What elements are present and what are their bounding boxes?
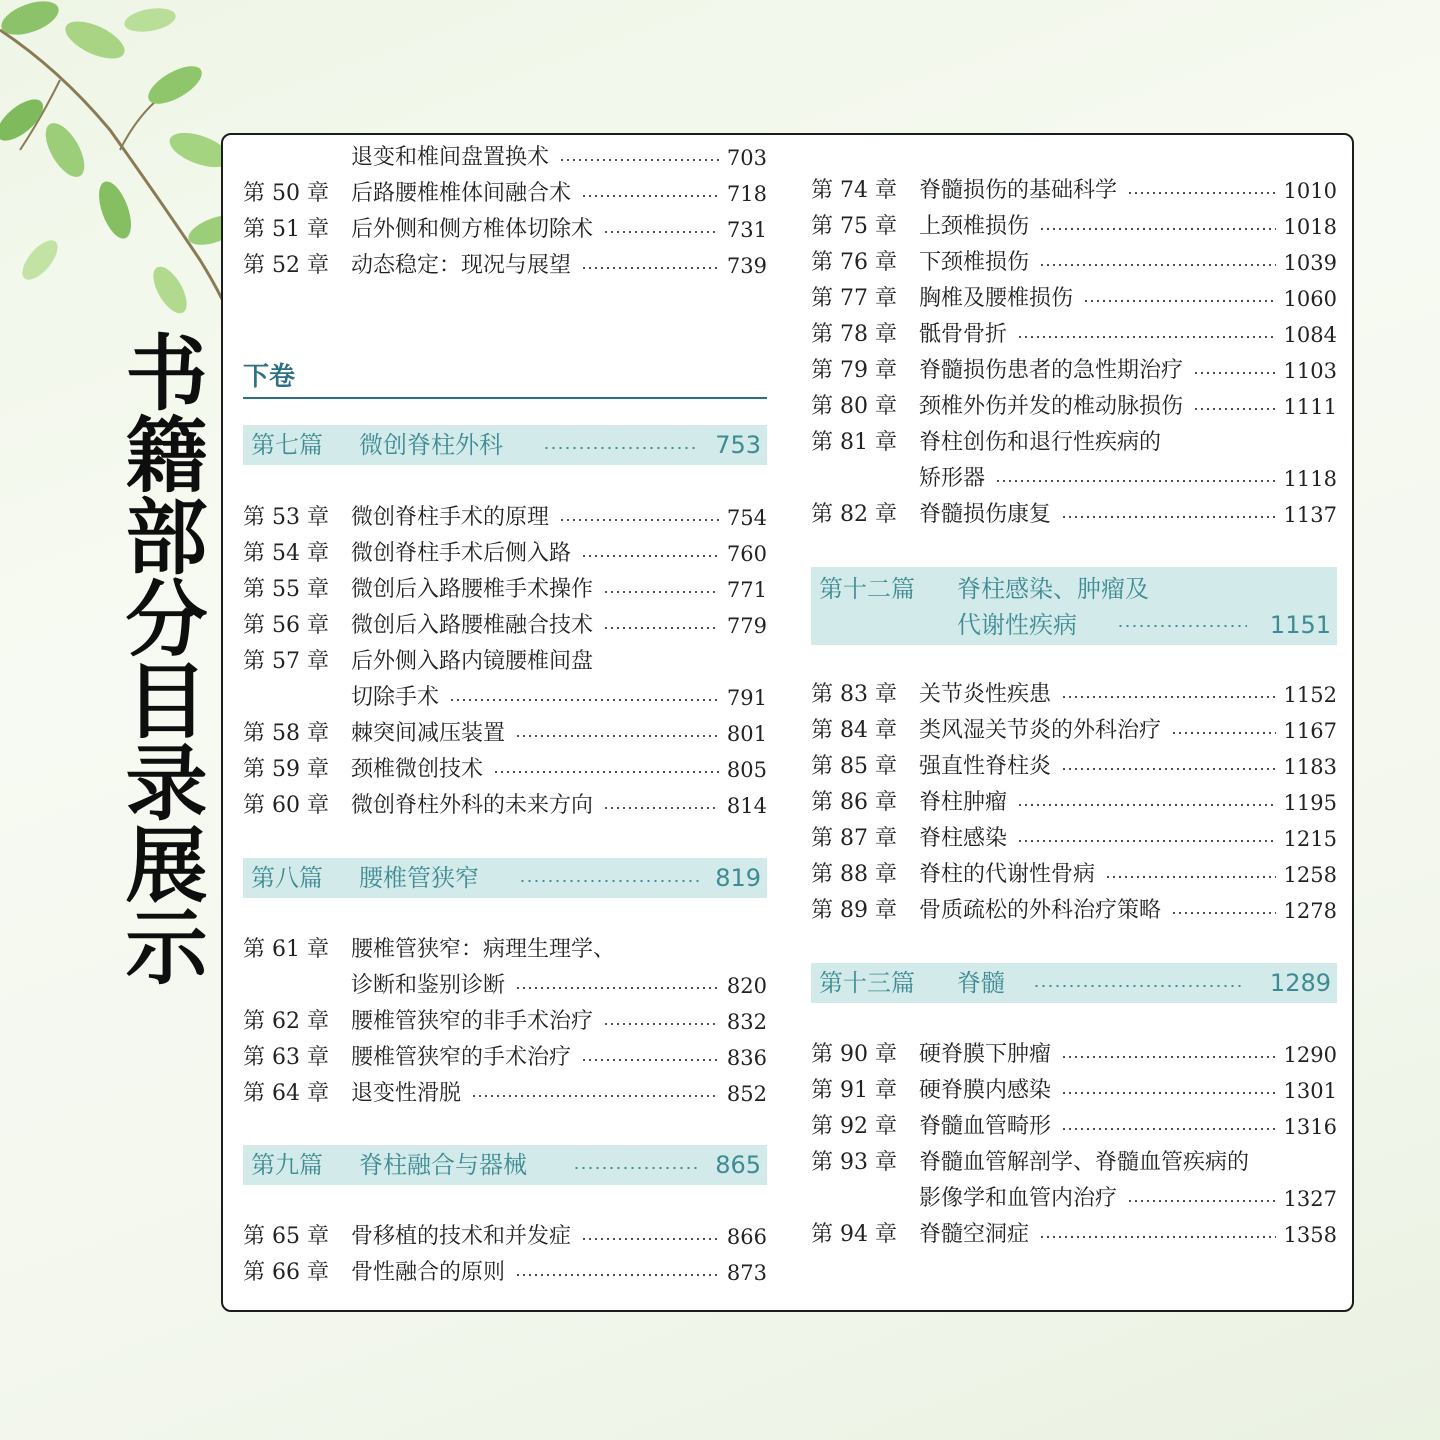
toc-panel [221, 133, 1354, 1312]
toc-row: 第 79 章 脊髓损伤患者的急性期治疗 1103 [811, 358, 1337, 383]
toc-row: 切除手术 791 [351, 685, 767, 710]
toc-row: 第 90 章 硬脊膜下肿瘤 1290 [811, 1042, 1337, 1067]
toc-row: 第 50 章 后路腰椎椎体间融合术 718 [243, 181, 767, 206]
toc-row: 第 88 章 脊柱的代谢性骨病 1258 [811, 862, 1337, 887]
toc-row: 第 91 章 硬脊膜内感染 1301 [811, 1078, 1337, 1103]
toc-row: 第 76 章 下颈椎损伤 1039 [811, 250, 1337, 275]
toc-row: 第 62 章 腰椎管狭窄的非手术治疗 832 [243, 1009, 767, 1034]
toc-row: 第 78 章 骶骨骨折 1084 [811, 322, 1337, 347]
toc-row: 第 74 章 脊髓损伤的基础科学 1010 [811, 178, 1337, 203]
toc-row: 第 54 章 微创脊柱手术后侧入路 760 [243, 541, 767, 566]
toc-row: 第 58 章 棘突间减压装置 801 [243, 721, 767, 746]
toc-row: 第 75 章 上颈椎损伤 1018 [811, 214, 1337, 239]
toc-row: 诊断和鉴别诊断 820 [351, 973, 767, 998]
toc-row: 第 66 章 骨性融合的原则 873 [243, 1260, 767, 1285]
toc-row: 第 52 章 动态稳定：现况与展望 739 [243, 253, 767, 278]
toc-row: 第 77 章 胸椎及腰椎损伤 1060 [811, 286, 1337, 311]
toc-row: 第 94 章 脊髓空洞症 1358 [811, 1222, 1337, 1247]
toc-row: 第 64 章 退变性滑脱 852 [243, 1081, 767, 1106]
toc-row: 第 65 章 骨移植的技术和并发症 866 [243, 1224, 767, 1249]
toc-row: 第 57 章 后外侧入路内镜腰椎间盘 [243, 649, 594, 674]
toc-row: 第 87 章 脊柱感染 1215 [811, 826, 1337, 851]
part-heading-7: 第七篇 微创脊柱外科 753 [243, 425, 767, 465]
part-heading-13: 第十三篇 脊髓 1289 [811, 963, 1337, 1003]
toc-row: 矫形器 1118 [919, 466, 1337, 491]
toc-row: 第 56 章 微创后入路腰椎融合技术 779 [243, 613, 767, 638]
volume-heading: 下卷 [243, 357, 767, 399]
part-heading-8: 第八篇 腰椎管狭窄 819 [243, 858, 767, 898]
toc-row: 第 53 章 微创脊柱手术的原理 754 [243, 505, 767, 530]
toc-row: 第 92 章 脊髓血管畸形 1316 [811, 1114, 1337, 1139]
toc-row: 第 61 章 腰椎管狭窄：病理生理学、 [243, 937, 616, 962]
toc-row: 第 85 章 强直性脊柱炎 1183 [811, 754, 1337, 779]
toc-row: 第 60 章 微创脊柱外科的未来方向 814 [243, 793, 767, 818]
leaf-branch-decoration [0, 0, 250, 380]
toc-row: 第 89 章 骨质疏松的外科治疗策略 1278 [811, 898, 1337, 923]
toc-row: 第 51 章 后外侧和侧方椎体切除术 731 [243, 217, 767, 242]
toc-row: 影像学和血管内治疗 1327 [919, 1186, 1337, 1211]
part-heading-12: 第十二篇 脊柱感染、肿瘤及 代谢性疾病 1151 [811, 567, 1337, 645]
toc-row: 第 84 章 类风湿关节炎的外科治疗 1167 [811, 718, 1337, 743]
toc-row: 退变和椎间盘置换术 703 [351, 145, 767, 170]
toc-row: 第 83 章 关节炎性疾患 1152 [811, 682, 1337, 707]
toc-row: 第 63 章 腰椎管狭窄的手术治疗 836 [243, 1045, 767, 1070]
part-heading-9: 第九篇 脊柱融合与器械 865 [243, 1145, 767, 1185]
page-title: 书籍部分目录展示 [112, 330, 207, 986]
toc-row: 第 86 章 脊柱肿瘤 1195 [811, 790, 1337, 815]
toc-row: 第 55 章 微创后入路腰椎手术操作 771 [243, 577, 767, 602]
toc-row: 第 59 章 颈椎微创技术 805 [243, 757, 767, 782]
toc-row: 第 82 章 脊髓损伤康复 1137 [811, 502, 1337, 527]
toc-row: 第 93 章 脊髓血管解剖学、脊髓血管疾病的 [811, 1150, 1250, 1175]
toc-row: 第 80 章 颈椎外伤并发的椎动脉损伤 1111 [811, 394, 1337, 419]
toc-row: 第 81 章 脊柱创伤和退行性疾病的 [811, 430, 1162, 455]
